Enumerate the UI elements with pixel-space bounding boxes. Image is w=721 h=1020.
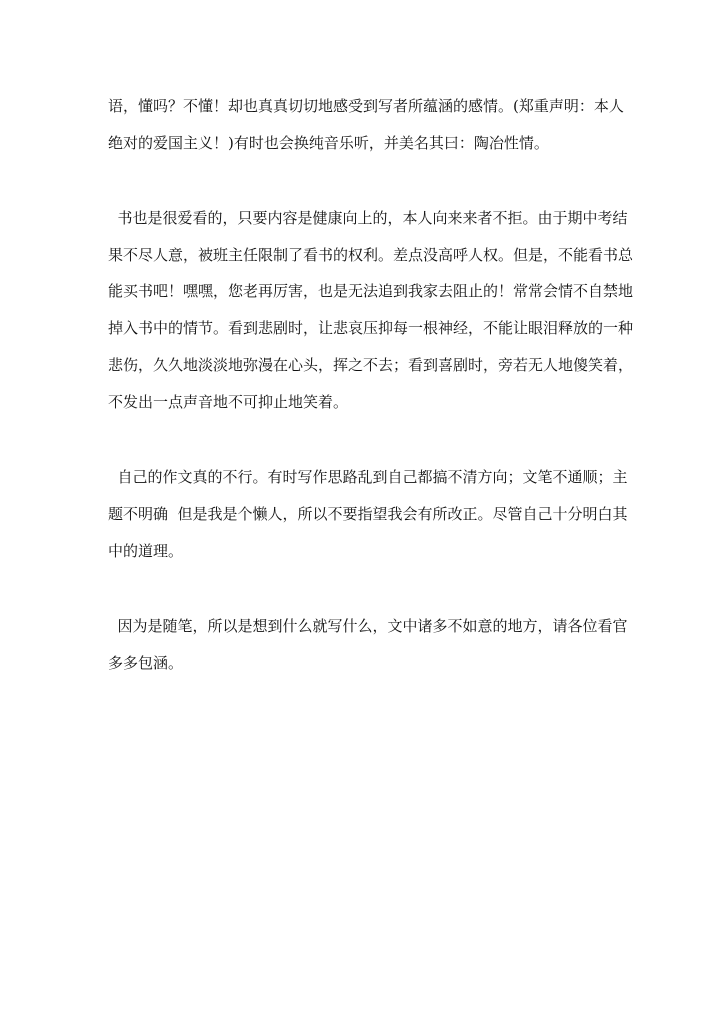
text-line: 能买书吧！嘿嘿，您老再厉害，也是无法追到我家去阻止的！常常会情不自禁地 <box>108 282 634 300</box>
text-line: 书也是很爱看的，只要内容是健康向上的，本人向来来者不拒。由于期中考结 <box>108 209 628 227</box>
text-line: 自己的作文真的不行。有时写作思路乱到自己都搞不清方向；文笔不通顺；主 <box>108 468 628 486</box>
text-line: 中的道理。 <box>108 542 184 560</box>
text-line: 语，懂吗？不懂！却也真真切切地感受到写者所蕴涵的感情。(郑重声明：本人 <box>108 97 624 115</box>
text-line: 掉入书中的情节。看到悲剧时，让悲哀压抑每一根神经，不能让眼泪释放的一种 <box>108 319 634 337</box>
text-line: 果不尽人意，被班主任限制了看书的权利。差点没高呼人权。但是，不能看书总 <box>108 246 634 264</box>
text-line: 悲伤，久久地淡淡地弥漫在心头，挥之不去；看到喜剧时，旁若无人地傻笑着， <box>108 356 634 374</box>
text-line: 因为是随笔，所以是想到什么就写什么，文中诸多不如意的地方，请各位看官 <box>108 617 628 635</box>
text-line: 题不明确 但是我是个懒人，所以不要指望我会有所改正。尽管自己十分明白其 <box>108 505 628 523</box>
text-line: 不发出一点声音地不可抑止地笑着。 <box>108 393 349 411</box>
text-line: 绝对的爱国主义！)有时也会换纯音乐听，并美名其曰：陶冶性情。 <box>108 134 549 152</box>
text-line: 多多包涵。 <box>108 654 184 672</box>
